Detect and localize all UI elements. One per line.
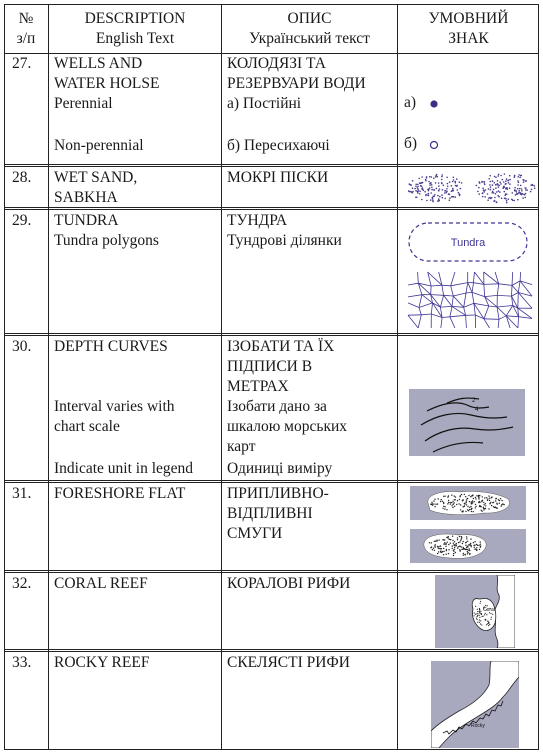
row-divider [4,333,539,336]
ukrainian-text: МЕТРАХ [227,378,289,395]
coral-reef-icon [435,575,515,648]
tundra-polygons-icon [406,270,534,330]
foreshore-flat-icon [410,484,526,567]
open-circle-icon [428,139,440,151]
wet-sand-patch [476,173,536,203]
rocky-reef-icon [431,661,519,748]
row-divider [4,649,539,652]
english-text: SABKHA [54,189,118,206]
english-text: CORAL REEF [54,575,148,592]
ukrainian-text: ВІДПЛИВНІ [227,505,313,522]
ukrainian-text: Ізобати дано за [227,398,327,415]
header-opys: ОПИС Український текст [249,10,370,47]
header-num: № з/п [16,10,36,47]
coral-label: Coral [483,607,495,613]
row-divider [4,570,539,573]
english-text: Perennial [54,95,113,112]
legend-table [4,4,539,750]
tundra-label: Tundra [450,237,486,249]
tundra-outline-icon [406,220,532,264]
english-text: FORESHORE FLAT [54,485,186,502]
col-divider [397,4,398,750]
ukrainian-text: ІЗОБАТИ ТА ЇХ [227,338,335,355]
row-number: 30. [12,338,32,355]
ukrainian-text: КОРАЛОВІ РИФИ [227,575,351,592]
polygon-network [408,272,532,328]
row-number: 28. [12,169,32,186]
header-description: DESCRIPTION English Text [84,10,186,47]
ukrainian-text: МОКРІ ПІСКИ [227,169,329,186]
ukrainian-text: СКЕЛЯСТІ РИФИ [227,654,350,671]
depth-curves-icon [409,389,525,456]
wet-sand-patch [408,174,463,203]
filled-dot-icon [428,98,440,110]
english-text: DEPTH CURVES [54,338,168,355]
ukrainian-text: а) Постійні [227,95,302,112]
english-text: Indicate unit in legend [54,460,194,477]
row-divider [4,480,539,483]
ukrainian-text: шкалою морських [227,418,348,435]
col-divider [221,4,222,750]
rocky-label: Rocky [471,723,485,729]
ukrainian-text: ПРИПЛИВНО- [227,485,329,502]
depth-label: 4 [475,407,479,413]
english-text: WELLS AND [54,55,143,72]
english-text: Non-perennial [54,137,144,154]
ukrainian-text: б) Пересихаючі [227,137,330,154]
ukrainian-text: ПІДПИСИ В [227,358,313,375]
english-text: Interval varies with [54,398,175,415]
row-number: 27. [12,55,32,72]
english-text: Tundra polygons [54,232,159,249]
row-number: 33. [12,654,32,671]
english-text: WET SAND, [54,169,138,186]
ukrainian-text: ТУНДРА [227,212,288,229]
wet-sand-icon [404,170,538,206]
col-divider [48,4,49,750]
row-number: 29. [12,212,32,229]
ukrainian-text: Одиниці виміру [227,460,333,477]
header-sign: УМОВНИЙ ЗНАК [428,10,509,47]
ukrainian-text: РЕЗЕРВУАРИ ВОДИ [227,75,366,92]
depth-label: 2 [472,398,476,404]
ukrainian-text: карт [227,438,256,455]
english-text: chart scale [54,418,120,435]
ukrainian-text: КОЛОДЯЗІ ТА [227,55,326,72]
row-divider [4,164,539,167]
symbol-label: б) [404,135,418,152]
symbol-label: а) [404,94,417,111]
row-number: 32. [12,575,32,592]
english-text: TUNDRA [54,212,119,229]
ukrainian-text: Тундрові ділянки [227,232,342,249]
english-text: WATER HOLSE [54,75,160,92]
english-text: ROCKY REEF [54,654,150,671]
row-number: 31. [12,485,32,502]
ukrainian-text: СМУГИ [227,525,283,542]
